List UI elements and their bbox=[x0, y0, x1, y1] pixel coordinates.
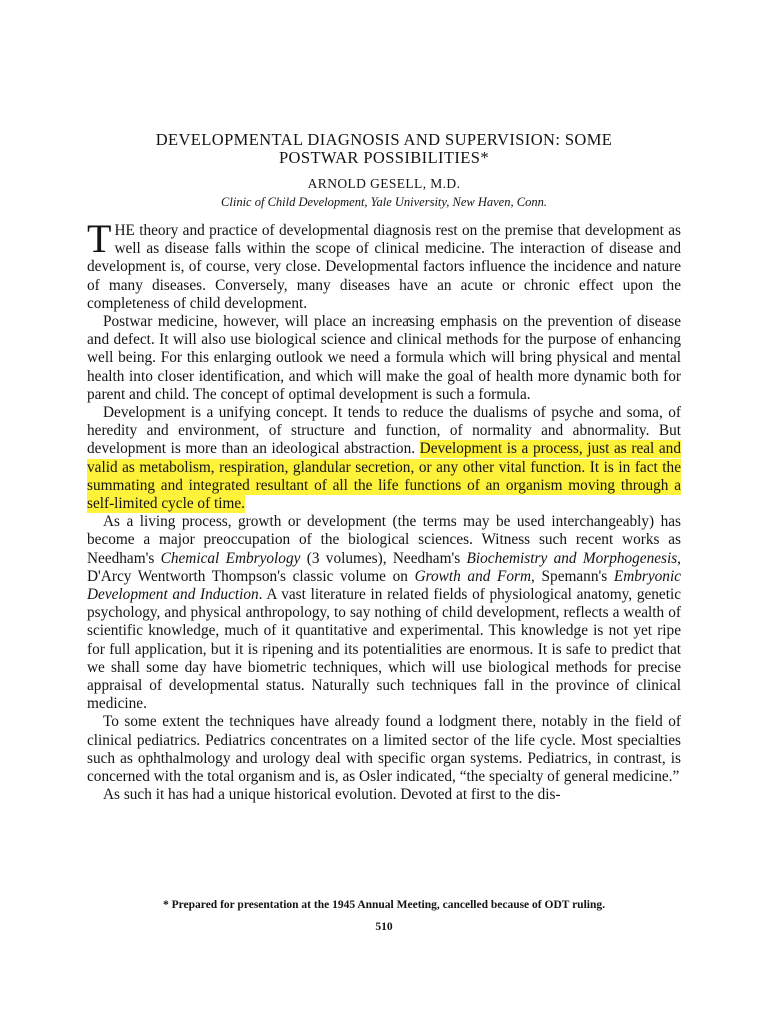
author-name: ARNOLD GESELL, M.D. bbox=[307, 176, 461, 191]
article-body bbox=[87, 216, 681, 805]
paragraph-4 bbox=[87, 513, 681, 713]
citation-growth-and-form: Growth and Form bbox=[414, 567, 532, 585]
paragraph-4-text-a: As a living process, growth or development (the terms may be used interchangeably) has become a major preoccupation of the biological sciences. Witness such recent works as Needham's bbox=[87, 513, 681, 567]
paragraph-6: As such it has had a unique historical evolution. Devoted at first to the dis- bbox=[103, 786, 561, 804]
paragraph-1 bbox=[87, 216, 681, 313]
paragraph-3-text: Development is a unifying concept. It tends to reduce the dualisms of psyche and soma, of heredity and environment, of structure and function, of normality and abnormality. But development is more than an ideological abstraction. bbox=[87, 404, 681, 458]
article-title bbox=[60, 131, 708, 167]
title-line-1: DEVELOPMENTAL DIAGNOSIS AND SUPERVISION: SOME bbox=[155, 130, 613, 149]
page-number: 510 bbox=[375, 921, 393, 933]
citation-chemical-embryology: Chemical Embryology bbox=[160, 549, 301, 567]
paragraph-5: To some extent the techniques have already found a lodgment there, notably in the field of clinical pediatrics. Pediatrics concentrates on a limited sector of the life cycle. Most specialties such as ophthalmology and urology deal with specific organ systems. Pediatrics, in contrast, is concerned with the total organism and is, as Osler indicated, “the specialty of general medicine.” bbox=[87, 713, 681, 786]
paragraph-4-text-c: , D'Arcy Wentworth Thompson's classic volume on bbox=[87, 549, 681, 585]
highlighted-passage: Development is a process, just as real and valid as metabolism, respiration, glandular secretion, or any other vital function. It is in fact the summating and integrated resultant of all the life functions of an organism moving through a self-limited cycle of time. bbox=[87, 440, 681, 513]
drop-cap: T bbox=[87, 216, 112, 261]
footnote: * Prepared for presentation at the 1945 Annual Meeting, cancelled because of ODT ruling. bbox=[163, 899, 605, 911]
paragraph-3 bbox=[87, 404, 681, 513]
paragraph-1-text: HE theory and practice of developmental diagnosis rest on the premise that development as well as disease falls within the scope of clinical medicine. The interaction of disease and development is, of course, very close. Developmental factors influence the incidence and nature of many diseases. Conversely, many diseases have an acute or chronic effect upon the completeness of child development. bbox=[87, 222, 681, 312]
title-line-2: POSTWAR POSSIBILITIES* bbox=[278, 148, 490, 167]
paragraph-4-text-d: , Spemann's bbox=[531, 567, 614, 585]
citation-embryonic-development: Embryonic Development and Induction bbox=[87, 567, 681, 604]
paragraph-4-text-e: . A vast literature in related fields of physiological anatomy, genetic psychology, and physical anthropology, to say nothing of child development, reflects a wealth of scientific knowledge, much of it quantitative and experimental. This knowledge is not yet ripe for full application, but it is ripening and its potentialities are enormous. It is safe to predict that we shall some day have biometric techniques, which will use biological methods for precise appraisal of developmental status. Naturally such techniques fall in the province of clinical medicine. bbox=[87, 586, 681, 713]
citation-biochemistry: Biochemistry and Morphogenesis bbox=[466, 549, 678, 567]
author-affiliation: Clinic of Child Development, Yale University, New Haven, Conn. bbox=[221, 195, 547, 209]
paragraph-4-text-b: (3 volumes), Needham's bbox=[300, 549, 467, 567]
paragraph-2: Postwar medicine, however, will place an increasing emphasis on the prevention of disease and defect. It will also use biological science and clinical methods for the purpose of enhancing well being. For this enlarging outlook we need a formula which will bring physical and mental health into closer identification, and which will make the goal of health more dynamic both for parent and child. The concept of optimal development is such a formula. bbox=[87, 313, 681, 403]
